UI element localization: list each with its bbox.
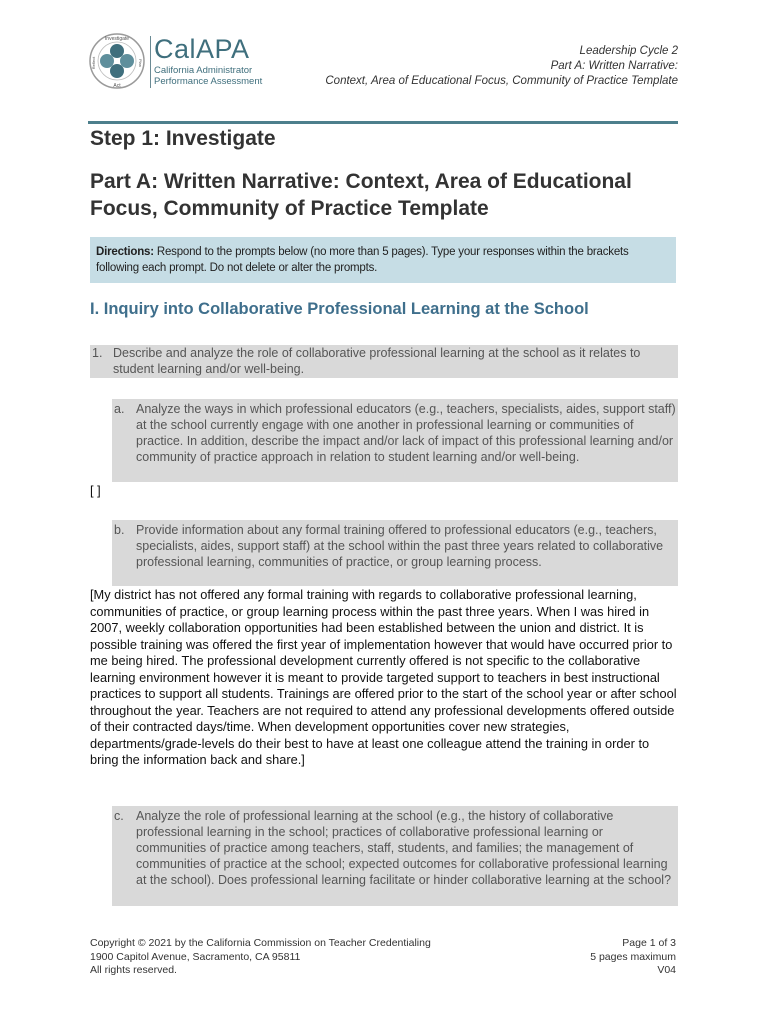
footer-rights-line: All rights reserved. xyxy=(90,964,177,976)
seal-text-top: Investigate xyxy=(104,36,130,42)
seal-text-bottom: Act xyxy=(113,83,121,89)
prompt-1a xyxy=(112,399,678,482)
prompt-1b xyxy=(112,520,678,586)
footer-address-line: 1900 Capitol Avenue, Sacramento, CA 95811 xyxy=(90,950,301,963)
seal-text-left: Reflect xyxy=(91,56,96,70)
logo-title: CalAPA xyxy=(154,34,250,64)
prompt-text: Provide information about any formal training offered to professional educators (e.g., teachers, specialists, aides, support staff) at the school within the past three years related to collaborative professional learning, communities of practice, or group learning process. xyxy=(136,523,664,569)
version-label: V04 xyxy=(657,964,676,976)
header-rule xyxy=(88,121,678,124)
part-title: Part A: Written Narrative: Context, Area of Educational Focus, Community of Practice Template xyxy=(90,170,632,220)
calapa-seal-icon xyxy=(88,32,146,90)
prompt-text: Analyze the ways in which professional educators (e.g., teachers, specialists, aides, support staff) at the school currently engage with one another in professional learning or communities of practice. In addition, describe the impact and/or lack of impact of this professional learning and/or community of practice approach in relation to student learning and/or well-being. xyxy=(136,402,676,464)
header-part-line: Part A: Written Narrative: xyxy=(550,60,678,72)
page-limit: 5 pages maximum xyxy=(590,950,676,963)
logo-subtitle-line2: Performance Assessment xyxy=(154,76,263,87)
calapa-logo xyxy=(88,32,278,94)
header-template-line: Context, Area of Educational Focus, Community of Practice Template xyxy=(325,75,678,87)
step-title: Step 1: Investigate xyxy=(90,127,276,150)
seal-text-right: Plan xyxy=(138,58,143,68)
response-1b[interactable]: [My district has not offered any formal training with regards to collaborative professional learning, communities of practice, or group learning process within the past three years. When I was hired in 2007, weekly collaboration opportunities had been established between the union and district. It is possible training was offered the first year of implementation however that would have occurred prior to me being hired. The professional development currently offered is not specific to the collaborative learning environment however it is meant to provide targeted support to teachers in best instructional practices to support all students. Trainings are offered prior to the start of the school year or after school throughout the year. Teachers are not required to attend any professional developments offered outside of their contracted days/time. When development opportunities cover new strategies, departments/grade-levels do their best to have at least one colleague attend the training in order to bring the information back and share.] xyxy=(90,587,677,767)
footer-copyright xyxy=(90,937,431,978)
prompt-letter: a. xyxy=(114,402,125,416)
directions-box xyxy=(90,237,676,283)
directions-text: Respond to the prompts below (no more than 5 pages). Type your responses within the brackets following each prompt. Do not delete or alter the prompts. xyxy=(96,246,629,274)
prompt-1c xyxy=(112,806,678,906)
prompt-letter: c. xyxy=(114,809,124,823)
section-heading: I. Inquiry into Collaborative Professional Learning at the School xyxy=(90,300,589,318)
prompt-letter: b. xyxy=(114,523,125,537)
prompt-text: Analyze the role of professional learning at the school (e.g., the history of collaborative professional learning in the school; practices of collaborative professional learning or communities of practice among teachers, staff, students, and families; the management of communities of practice at the school; expected outcomes for collaborative professional learning at the school). Does professional learning facilitate or hinder collaborative learning at the school? xyxy=(136,809,672,887)
prompt-1 xyxy=(90,345,678,378)
header-cycle-line: Leadership Cycle 2 xyxy=(579,45,678,57)
logo-subtitle-line1: California Administrator xyxy=(154,65,253,76)
prompt-number: 1. xyxy=(92,346,103,360)
header-cycle-info xyxy=(325,44,678,89)
directions-label: Directions: xyxy=(96,246,154,258)
page-number: Page 1 of 3 xyxy=(622,937,676,949)
logo-divider xyxy=(150,36,151,88)
prompt-text: Describe and analyze the role of collaborative professional learning at the school as it relates to student learning and/or well-being. xyxy=(113,346,641,376)
response-1a[interactable]: [ ] xyxy=(90,483,101,498)
footer-copyright-line: Copyright © 2021 by the California Commission on Teacher Credentialing xyxy=(90,937,431,949)
footer-page-info xyxy=(590,937,676,978)
page-header xyxy=(88,30,678,94)
